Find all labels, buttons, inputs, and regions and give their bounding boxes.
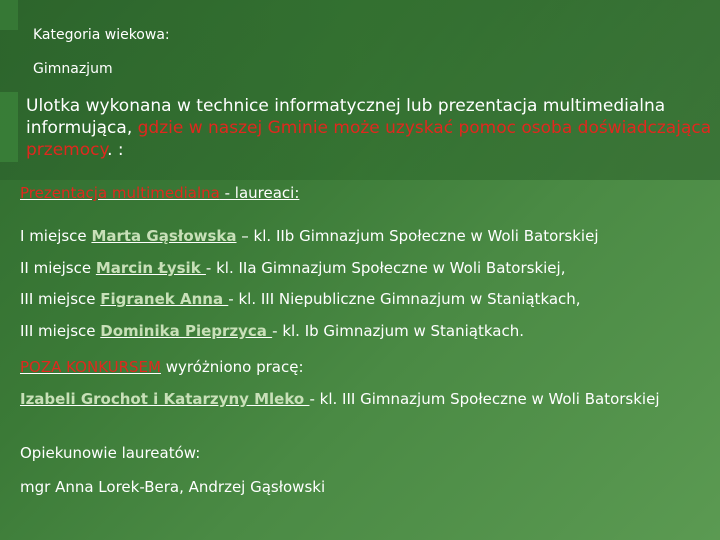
laureate-name-link[interactable]: Figranek Anna [100, 290, 229, 308]
intro-paragraph [26, 95, 716, 161]
mentors-heading: Opiekunowie laureatów: [20, 444, 201, 462]
section-heading [20, 184, 299, 202]
laureate-name-link[interactable]: Marcin Łysik [95, 259, 206, 277]
laureate-row [20, 227, 599, 245]
laureate-place: II miejsce [20, 259, 96, 277]
intro-tail: . : [107, 140, 124, 160]
extra-heading [20, 358, 304, 376]
laureate-detail: - kl. Ib Gimnazjum w Staniątkach. [272, 322, 524, 340]
laureate-place: I miejsce [20, 227, 92, 245]
section-heading-text: - laureaci: [219, 184, 300, 202]
laureate-row [20, 322, 524, 340]
extra-detail: - kl. III Gimnazjum Społeczne w Woli Batorskiej [309, 390, 660, 408]
extra-label-text: wyróżniono pracę: [160, 358, 304, 376]
laureate-place: III miejsce [20, 290, 101, 308]
extra-row [20, 390, 660, 408]
extra-names-link[interactable]: Izabeli Grochot i Katarzyny Mleko [20, 390, 310, 408]
extra-label-link[interactable]: POZA KONKURSEM [20, 358, 161, 376]
laureate-name-link[interactable]: Dominika Pieprzyca [100, 322, 273, 340]
intro-highlight: gdzie w naszej Gminie może uzyskać pomoc osoba doświadczająca przemocy [26, 118, 712, 160]
category-value: Gimnazjum [33, 61, 113, 77]
mentors-names: mgr Anna Lorek-Bera, Andrzej Gąsłowski [20, 478, 326, 496]
laureate-name-link[interactable]: Marta Gąsłowska [91, 227, 237, 245]
decorative-block [0, 92, 18, 162]
laureate-row [20, 259, 565, 277]
decorative-block [0, 0, 18, 30]
category-label: Kategoria wiekowa: [33, 27, 170, 43]
section-heading-link[interactable]: Prezentacja multimedialna [20, 184, 220, 202]
laureate-place: III miejsce [20, 322, 101, 340]
laureate-detail: – kl. IIb Gimnazjum Społeczne w Woli Batorskiej [236, 227, 599, 245]
laureate-detail: - kl. IIa Gimnazjum Społeczne w Woli Batorskiej, [205, 259, 566, 277]
laureate-detail: - kl. III Niepubliczne Gimnazjum w Staniątkach, [228, 290, 581, 308]
laureate-row [20, 290, 581, 308]
intro-text: Ulotka wykonana w technice informatycznej lub prezentacja multimedialna informująca, [26, 96, 666, 138]
